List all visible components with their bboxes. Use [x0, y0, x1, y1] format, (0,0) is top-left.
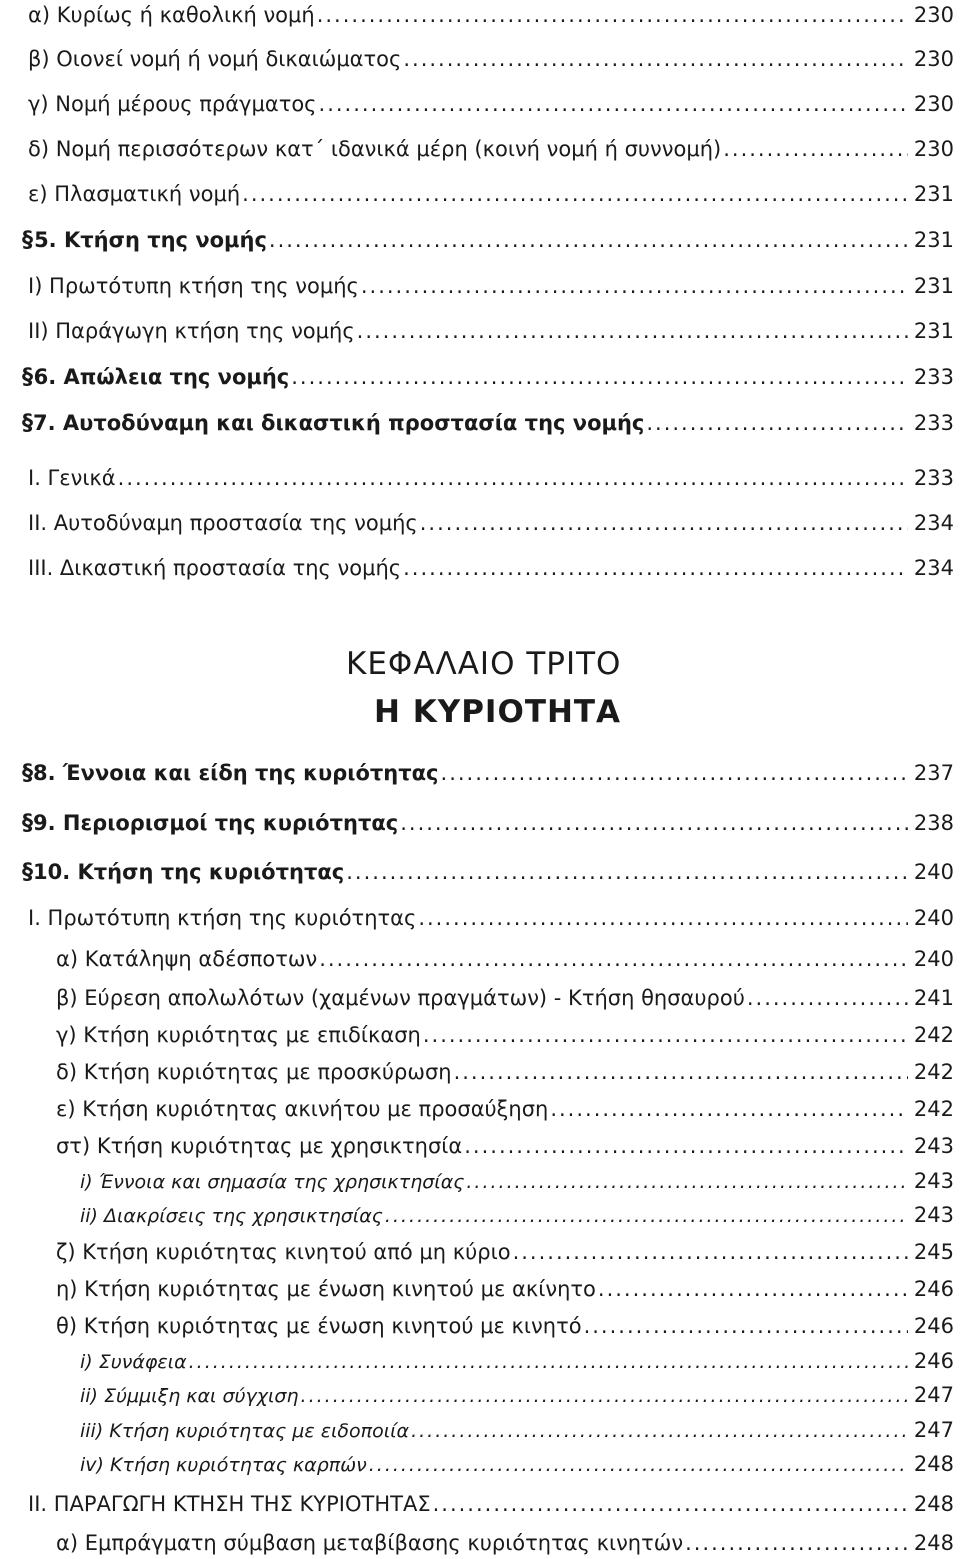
- toc-entry: [80, 1417, 954, 1444]
- toc-entry-page-number: 242: [913, 1097, 954, 1121]
- toc-entry-title: iii) Κτήση κυριότητας με ειδοποιία: [80, 1420, 410, 1442]
- toc-entry-page-number: 230: [913, 137, 954, 161]
- toc-entry-page-number: 237: [913, 761, 954, 785]
- toc-entry-title: II) Παράγωγη κτήση της νομής: [28, 319, 355, 343]
- toc-entry-title: ζ) Κτήση κυριότητας κινητού από μη κύριο: [56, 1240, 511, 1264]
- section-symbol: §: [22, 811, 33, 836]
- toc-entry-title: δ) Νομή περισσότερων κατ΄ ιδανικά μέρη (κοινή νομή ή συννομή): [28, 137, 722, 161]
- toc-entry: [56, 1059, 954, 1085]
- dot-leader: [319, 946, 908, 972]
- toc-entry: [28, 465, 954, 491]
- dot-leader: [269, 227, 908, 253]
- dot-leader: [433, 1491, 908, 1517]
- dot-leader: [550, 1096, 908, 1122]
- toc-entry-title: γ) Κτήση κυριότητας με επιδίκαση: [56, 1023, 421, 1047]
- toc-entry-title: 8. Έννοια και είδη της κυριότητας: [33, 761, 439, 785]
- dot-leader: [369, 1452, 908, 1478]
- toc-entry-title: ii) Διακρίσεις της χρησικτησίας: [80, 1205, 383, 1227]
- toc-entry: [28, 555, 954, 581]
- dot-leader: [346, 859, 908, 885]
- toc-entry: [28, 318, 954, 344]
- dot-leader: [454, 1059, 908, 1085]
- toc-entry-page-number: 248: [913, 1452, 954, 1476]
- section-symbol: §: [22, 860, 33, 885]
- toc-entry: [22, 859, 954, 886]
- dot-leader: [411, 1418, 908, 1444]
- dot-leader: [513, 1239, 908, 1265]
- toc-entry-title: 6. Απώλεια της νομής: [33, 365, 290, 389]
- toc-entry-page-number: 231: [913, 182, 954, 206]
- toc-entry: [28, 91, 954, 117]
- dot-leader: [400, 810, 908, 836]
- toc-entry-title: στ) Κτήση κυριότητας με χρησικτησία: [56, 1134, 463, 1158]
- toc-entry-title: β) Οιονεί νομή ή νομή δικαιώματος: [28, 47, 402, 71]
- section-symbol: §: [22, 365, 33, 390]
- toc-entry-title: i) Έννοια και σημασία της χρησικτησίας: [80, 1171, 465, 1193]
- toc-entry-page-number: 242: [913, 1023, 954, 1047]
- toc-entry-page-number: 230: [913, 3, 954, 27]
- dot-leader: [385, 1203, 908, 1229]
- toc-entry: [80, 1451, 954, 1478]
- section-symbol: §: [22, 761, 33, 786]
- toc-entry: [22, 410, 954, 437]
- toc-entry-page-number: 233: [913, 365, 954, 389]
- toc-entry-title: ε) Κτήση κυριότητας ακινήτου με προσαύξηση: [56, 1097, 549, 1121]
- toc-entry-title: 7. Αυτοδύναμη και δικαστική προστασία της νομής: [33, 411, 645, 435]
- toc-entry: [22, 364, 954, 391]
- toc-entry-title: δ) Κτήση κυριότητας με προσκύρωση: [56, 1060, 452, 1084]
- dot-leader: [118, 465, 908, 491]
- toc-entry-title: i) Συνάφεια: [80, 1351, 187, 1373]
- toc-entry-title: α) Εμπράγματη σύμβαση μεταβίβασης κυριότητας κινητών: [56, 1531, 684, 1555]
- toc-entry-page-number: 238: [913, 811, 954, 835]
- toc-entry-title: II. Αυτοδύναμη προστασία της νομής: [28, 511, 418, 535]
- dot-leader: [301, 1383, 908, 1409]
- toc-entry: [28, 136, 954, 162]
- toc-entry-page-number: 230: [913, 92, 954, 116]
- dot-leader: [242, 181, 908, 207]
- toc-entry-title: α) Κυρίως ή καθολική νομή: [28, 3, 315, 27]
- chapter-label: ΚΕΦΑΛΑΙΟ ΤΡΙΤΟ: [346, 646, 622, 682]
- dot-leader: [464, 1133, 908, 1159]
- toc-entry-page-number: 247: [913, 1383, 954, 1407]
- toc-entry: [80, 1348, 954, 1375]
- toc-entry: [56, 1022, 954, 1048]
- toc-entry-page-number: 248: [913, 1531, 954, 1555]
- toc-entry-title: θ) Κτήση κυριότητας με ένωση κινητού με κινητό: [56, 1314, 582, 1338]
- dot-leader: [423, 1022, 908, 1048]
- section-symbol: §: [22, 228, 33, 253]
- dot-leader: [685, 1530, 908, 1556]
- toc-entry-page-number: 243: [913, 1203, 954, 1227]
- toc-entry-title: I. Γενικά: [28, 466, 116, 490]
- dot-leader: [357, 318, 908, 344]
- toc-entry: [56, 1096, 954, 1122]
- toc-entry-title: ε) Πλασματική νομή: [28, 182, 241, 206]
- toc-entry-page-number: 243: [913, 1134, 954, 1158]
- toc-entry-title: 9. Περιορισμοί της κυριότητας: [33, 811, 399, 835]
- toc-entry-page-number: 243: [913, 1169, 954, 1193]
- toc-entry-title: α) Κατάληψη αδέσποτων: [56, 947, 318, 971]
- toc-entry-page-number: 231: [913, 228, 954, 252]
- toc-entry-title: 10. Κτήση της κυριότητας: [33, 860, 345, 884]
- dot-leader: [420, 510, 908, 536]
- dot-leader: [466, 1169, 908, 1195]
- dot-leader: [291, 364, 908, 390]
- dot-leader: [598, 1276, 908, 1302]
- dot-leader: [723, 136, 908, 162]
- toc-entry: [22, 227, 954, 254]
- toc-entry: [80, 1168, 954, 1195]
- toc-entry: [28, 510, 954, 536]
- toc-entry: [28, 273, 954, 299]
- dot-leader: [646, 410, 908, 436]
- dot-leader: [441, 760, 908, 786]
- toc-entry-title: 5. Κτήση της νομής: [34, 228, 267, 252]
- toc-entry-page-number: 240: [913, 947, 954, 971]
- toc-entry-title: III. Δικαστική προστασία της νομής: [28, 556, 402, 580]
- toc-entry: [80, 1202, 954, 1229]
- toc-entry: [56, 1239, 954, 1265]
- dot-leader: [361, 273, 908, 299]
- dot-leader: [189, 1349, 908, 1375]
- toc-entry: [80, 1382, 954, 1409]
- dot-leader: [317, 2, 908, 28]
- toc-entry: [28, 905, 954, 931]
- toc-entry: [56, 1133, 954, 1159]
- toc-entry-title: I. Πρωτότυπη κτήση της κυριότητας: [28, 906, 417, 930]
- section-symbol: §: [22, 411, 33, 436]
- toc-entry-title: η) Κτήση κυριότητας με ένωση κινητού με ακίνητο: [56, 1277, 596, 1301]
- toc-entry-title: iv) Κτήση κυριότητας καρπών: [80, 1454, 367, 1476]
- dot-leader: [584, 1313, 908, 1339]
- toc-entry-page-number: 234: [913, 556, 954, 580]
- toc-entry-page-number: 241: [913, 986, 954, 1010]
- toc-entry: [56, 946, 954, 972]
- toc-entry: [56, 985, 954, 1011]
- toc-entry: [56, 1276, 954, 1302]
- toc-entry-page-number: 231: [913, 319, 954, 343]
- toc-entry-title: I) Πρωτότυπη κτήση της νομής: [28, 274, 359, 298]
- toc-entry-page-number: 231: [913, 274, 954, 298]
- toc-entry: [28, 46, 954, 72]
- toc-entry-title: II. ΠΑΡΑΓΩΓΗ ΚΤΗΣΗ ΤΗΣ ΚΥΡΙΟΤΗΤΑΣ: [28, 1492, 431, 1516]
- toc-entry: [28, 2, 954, 28]
- toc-entry-page-number: 245: [913, 1240, 954, 1264]
- toc-entry-page-number: 248: [913, 1492, 954, 1516]
- dot-leader: [319, 91, 908, 117]
- toc-entry-page-number: 233: [913, 411, 954, 435]
- toc-entry-title: ii) Σύμμιξη και σύγχιση: [80, 1385, 299, 1407]
- toc-entry-page-number: 246: [913, 1314, 954, 1338]
- toc-entry: [56, 1530, 954, 1556]
- dot-leader: [747, 985, 908, 1011]
- toc-entry-page-number: 240: [913, 860, 954, 884]
- dot-leader: [418, 905, 908, 931]
- toc-entry-page-number: 246: [913, 1277, 954, 1301]
- toc-entry: [22, 810, 954, 837]
- toc-entry-page-number: 230: [913, 47, 954, 71]
- toc-entry: [56, 1313, 954, 1339]
- toc-entry: [28, 1491, 954, 1517]
- toc-entry-page-number: 242: [913, 1060, 954, 1084]
- toc-entry: [22, 760, 954, 787]
- toc-entry-title: β) Εύρεση απολωλότων (χαμένων πραγμάτων) - Κτήση θησαυρού: [56, 986, 745, 1010]
- toc-entry-title: γ) Νομή μέρους πράγματος: [28, 92, 317, 116]
- dot-leader: [403, 46, 908, 72]
- toc-entry-page-number: 234: [913, 511, 954, 535]
- toc-entry-page-number: 247: [913, 1418, 954, 1442]
- toc-entry-page-number: 240: [913, 906, 954, 930]
- toc-entry: [28, 181, 954, 207]
- toc-entry-page-number: 233: [913, 466, 954, 490]
- chapter-title: Η ΚΥΡΙΟΤΗΤΑ: [374, 694, 622, 730]
- toc-entry-page-number: 246: [913, 1349, 954, 1373]
- dot-leader: [403, 555, 908, 581]
